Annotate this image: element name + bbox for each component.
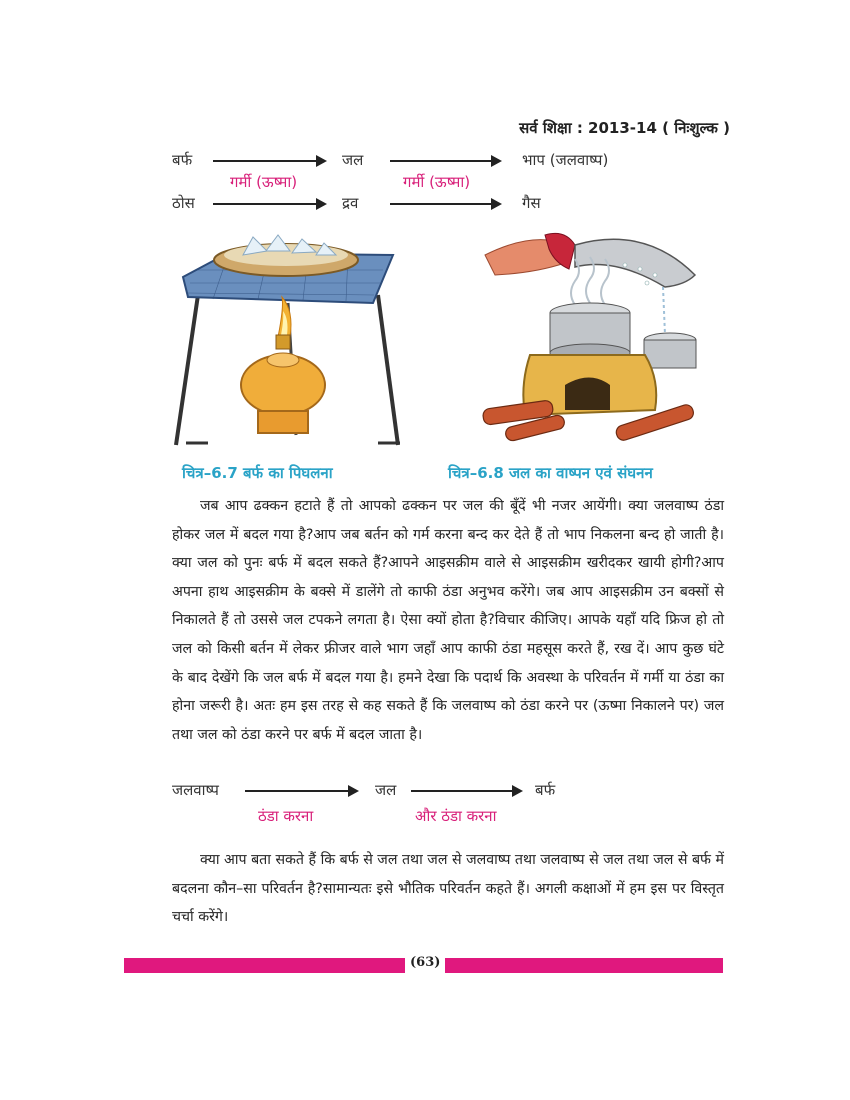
- flow-cool-label: ठंडा करना: [258, 807, 314, 825]
- flow-water: जल: [342, 151, 364, 169]
- flow-solid: ठोस: [172, 194, 195, 212]
- evaporation-condensation-illustration: [475, 225, 723, 453]
- flow-water-2: जल: [375, 781, 397, 799]
- flow-steam: भाप (जलवाष्प): [522, 151, 609, 169]
- flow-ice: बर्फ: [172, 151, 193, 169]
- body-paragraph-2: [172, 846, 724, 932]
- arrow-water-to-steam: [390, 160, 500, 162]
- flow-ice-2: बर्फ: [535, 781, 556, 799]
- page-header: सर्व शिक्षा : 2013-14 ( निःशुल्क ): [519, 119, 730, 137]
- arrow-solid-to-liquid: [213, 203, 325, 205]
- figure-6-8-caption: चित्र–6.8 जल का वाष्पन एवं संघनन: [448, 464, 653, 482]
- footer-bar-right: [445, 958, 723, 973]
- arrow-water-to-ice: [411, 790, 521, 792]
- flow-heat-label-1: गर्मी (ऊष्मा): [230, 173, 298, 191]
- figure-6-7-caption: चित्र–6.7 बर्फ का पिघलना: [182, 464, 333, 482]
- body-paragraph-1: [172, 492, 724, 749]
- flow-liquid: द्रव: [342, 194, 359, 212]
- arrow-ice-to-water: [213, 160, 325, 162]
- arrow-vapour-to-water: [245, 790, 357, 792]
- flow-heat-label-2: गर्मी (ऊष्मा): [403, 173, 471, 191]
- arrow-liquid-to-gas: [390, 203, 500, 205]
- footer-bar-left: [124, 958, 405, 973]
- paragraph-1-text: जब आप ढक्कन हटाते हैं तो आपको ढक्कन पर जल की बूँदें भी नजर आयेंगी। क्या जलवाष्प ठंडा होकर जल में बदल गया है?आप जब बर्तन को गर्म करना बन्द कर देते हैं तो भाप निकलना बन्द हो जाती है। क्या जल को पुनः बर्फ में बदल सकते हैं?आपने आइसक्रीम वाले से आइसक्रीम खरीदकर खायी होगी?आप अपना हाथ आइसक्रीम के बक्से में डालेंगे तो काफी ठंडा अनुभव करेंगे। जब आप आइसक्रीम उन बक्सों से निकालते हैं तो उससे जल टपकने लगता है। ऐसा क्यों होता है?विचार कीजिए। आपके यहाँ यदि फ्रिज हो तो जल को किसी बर्तन में लेकर फ्रीजर वाले भाग जहाँ आप काफी ठंडा महसूस करते हैं, रख दें। आप कुछ घंटे के बाद देखेंगे कि जल बर्फ में बदल गया है। हमने देखा कि पदार्थ कि अवस्था के परिवर्तन में गर्मी या ठंडा का होना जरूरी है। अतः हम इस तरह से कह सकते हैं कि जलवाष्प को ठंडा करने पर (ऊष्मा निकालने पर) जल तथा जल को ठंडा करने पर बर्फ में बदल जाता है।: [172, 498, 724, 743]
- flow-vapour: जलवाष्प: [172, 781, 219, 799]
- flow-gas: गैस: [522, 194, 541, 212]
- flow-more-cool-label: और ठंडा करना: [415, 807, 497, 825]
- page-number: (63): [410, 955, 441, 970]
- melting-ice-illustration: [168, 225, 408, 453]
- paragraph-2-text: क्या आप बता सकते हैं कि बर्फ से जल तथा जल से जलवाष्प तथा जलवाष्प से जल तथा जल से बर्फ में बदलना कौन–सा परिवर्तन है?सामान्यतः इसे भौतिक परिवर्तन कहते हैं। अगली कक्षाओं में हम इस पर विस्तृत चर्चा करेंगे।: [172, 852, 724, 926]
